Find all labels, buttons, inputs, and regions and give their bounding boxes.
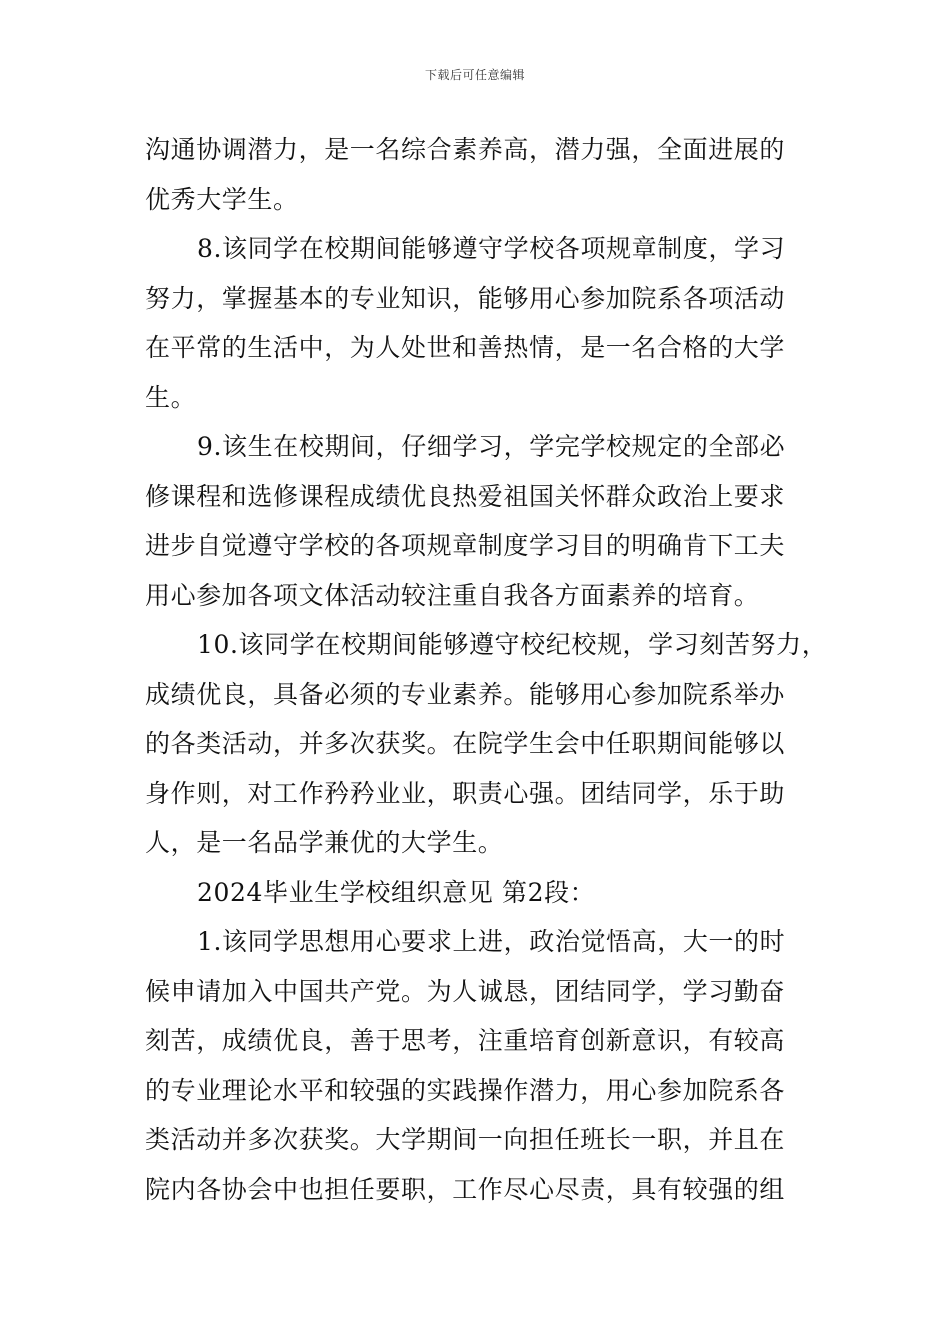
- text-line: 用心参加各项文体活动较注重自我各方面素养的培育。: [145, 580, 760, 610]
- text-line: 身作则，对工作矜矜业业，职责心强。团结同学，乐于助: [145, 778, 786, 808]
- text-line: 优秀大学生。: [145, 184, 299, 214]
- text-line: 刻苦，成绩优良，善于思考，注重培育创新意识，有较高: [145, 1026, 786, 1055]
- text-line: 院内各协会中也担任要职，工作尽心尽责，具有较强的组: [145, 1174, 786, 1204]
- text-line: 进步自觉遵守学校的各项规章制度学习目的明确肯下工夫: [145, 531, 786, 560]
- text-line: 人，是一名品学兼优的大学生。: [145, 828, 504, 857]
- text-line: 的专业理论水平和较强的实践操作潜力，用心参加院系各: [145, 1075, 786, 1105]
- document-body: [145, 128, 828, 1217]
- text-line: 候申请加入中国共产党。为人诚恳，团结同学，学习勤奋: [145, 976, 786, 1006]
- text-line: 努力，掌握基本的专业知识，能够用心参加院系各项活动: [145, 283, 786, 313]
- text-line: 修课程和选修课程成绩优良热爱祖国关怀群众政治上要求: [145, 481, 786, 511]
- section-heading: 2024毕业生学校组织意见 第2段：: [197, 877, 596, 907]
- text-line: 类活动并多次获奖。大学期间一向担任班长一职，并且在: [145, 1125, 786, 1154]
- text-line: 成绩优良，具备必须的专业素养。能够用心参加院系举办: [145, 679, 786, 709]
- text-line: 9.该生在校期间，仔细学习，学完学校规定的全部必: [197, 432, 786, 461]
- text-line: 10.该同学在校期间能够遵守校纪校规，学习刻苦努力，: [197, 630, 828, 659]
- text-line: 8.该同学在校期间能够遵守学校各项规章制度，学习: [197, 234, 786, 263]
- text-line: 沟通协调潜力，是一名综合素养高，潜力强，全面进展的: [145, 135, 786, 164]
- text-line: 1.该同学思想用心要求上进，政治觉悟高，大一的时: [197, 927, 786, 956]
- text-line: 在平常的生活中，为人处世和善热情，是一名合格的大学: [145, 333, 786, 362]
- page-header: 下载后可任意编辑: [424, 68, 525, 82]
- text-line: 生。: [145, 382, 197, 412]
- text-line: 的各类活动，并多次获奖。在院学生会中任职期间能够以: [145, 729, 786, 758]
